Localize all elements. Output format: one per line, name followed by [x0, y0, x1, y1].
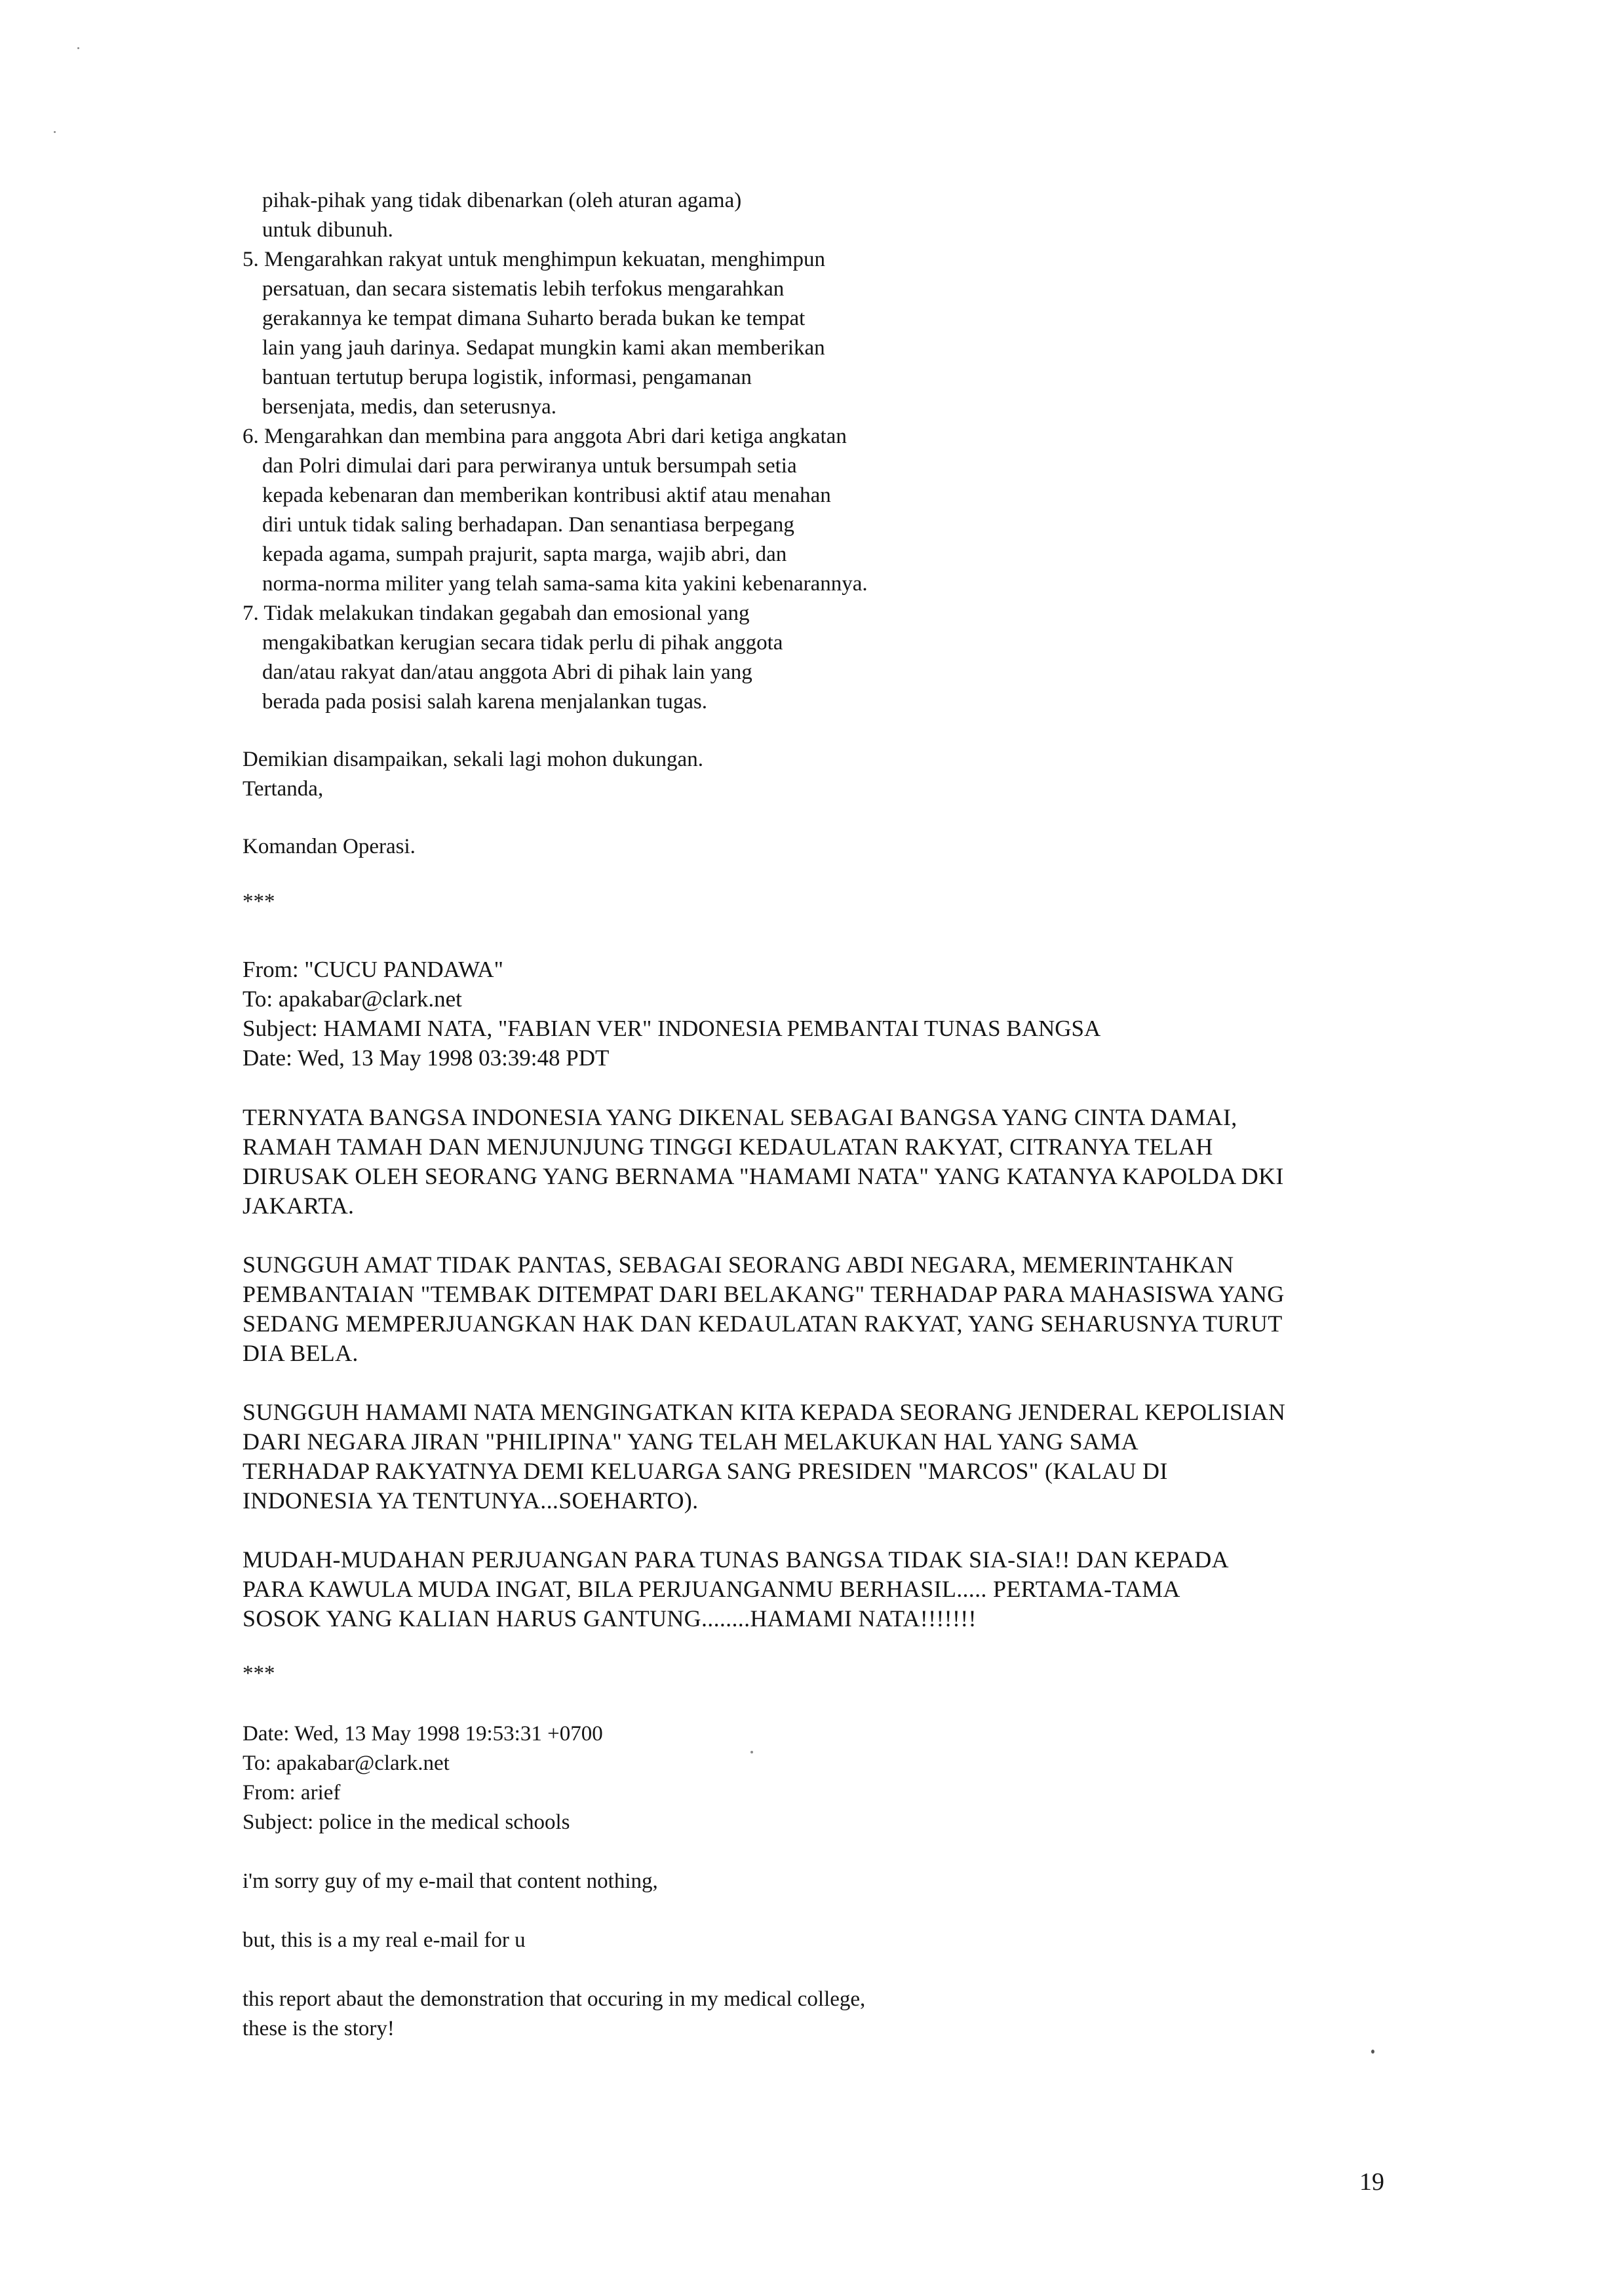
email-from: From: arief [243, 1781, 341, 1805]
body-line: TERHADAP RAKYATNYA DEMI KELUARGA SANG PRESIDEN "MARCOS" (KALAU DI [243, 1458, 1168, 1484]
body-line: DIA BELA. [243, 1340, 359, 1366]
email-to: To: apakabar@clark.net [243, 1751, 450, 1775]
separator: *** [243, 1662, 275, 1685]
body-line: but, this is a my real e-mail for u [243, 1928, 526, 1952]
page-number: 19 [1359, 2168, 1384, 2196]
list-line: gerakannya ke tempat dimana Suharto berada bukan ke tempat [262, 307, 806, 330]
list-line: 5. Mengarahkan rakyat untuk menghimpun kekuatan, menghimpun [243, 248, 825, 271]
list-line: bersenjata, medis, dan seterusnya. [262, 395, 557, 419]
list-line: mengakibatkan kerugian secara tidak perlu di pihak anggota [262, 631, 783, 655]
list-line: persatuan, dan secara sistematis lebih terfokus mengarahkan [262, 277, 785, 301]
body-line: TERNYATA BANGSA INDONESIA YANG DIKENAL SEBAGAI BANGSA YANG CINTA DAMAI, [243, 1104, 1237, 1130]
scan-speck [1371, 2050, 1374, 2054]
body-line: MUDAH-MUDAHAN PERJUANGAN PARA TUNAS BANGSA TIDAK SIA-SIA!! DAN KEPADA [243, 1546, 1229, 1573]
body-line: SEDANG MEMPERJUANGKAN HAK DAN KEDAULATAN RAKYAT, YANG SEHARUSNYA TURUT [243, 1311, 1283, 1337]
list-line: bantuan tertutup berupa logistik, informasi, pengamanan [262, 366, 752, 389]
email-date: Date: Wed, 13 May 1998 03:39:48 PDT [243, 1045, 610, 1071]
body-line: DIRUSAK OLEH SEORANG YANG BERNAMA "HAMAMI NATA" YANG KATANYA KAPOLDA DKI [243, 1163, 1284, 1189]
body-line: JAKARTA. [243, 1193, 355, 1219]
body-line: RAMAH TAMAH DAN MENJUNJUNG TINGGI KEDAULATAN RAKYAT, CITRANYA TELAH [243, 1134, 1213, 1160]
list-line: diri untuk tidak saling berhadapan. Dan senantiasa berpegang [262, 513, 794, 537]
email-to: To: apakabar@clark.net [243, 986, 462, 1012]
email-subject: Subject: HAMAMI NATA, "FABIAN VER" INDONESIA PEMBANTAI TUNAS BANGSA [243, 1016, 1101, 1041]
body-line: INDONESIA YA TENTUNYA...SOEHARTO). [243, 1487, 699, 1514]
email-date: Date: Wed, 13 May 1998 19:53:31 +0700 [243, 1722, 603, 1746]
list-line: kepada agama, sumpah prajurit, sapta marga, wajib abri, dan [262, 543, 787, 566]
email-subject: Subject: police in the medical schools [243, 1810, 570, 1834]
list-line: 7. Tidak melakukan tindakan gegabah dan emosional yang [243, 602, 750, 625]
body-line: this report abaut the demonstration that occuring in my medical college, [243, 1987, 866, 2011]
list-line: untuk dibunuh. [262, 218, 393, 242]
closing-line: Tertanda, [243, 777, 324, 801]
scan-speck [750, 1751, 753, 1753]
scan-speck [54, 131, 56, 133]
closing-line: Demikian disampaikan, sekali lagi mohon dukungan. [243, 748, 703, 771]
body-line: PARA KAWULA MUDA INGAT, BILA PERJUANGANMU BERHASIL..... PERTAMA-TAMA [243, 1576, 1180, 1602]
body-line: SUNGGUH AMAT TIDAK PANTAS, SEBAGAI SEORANG ABDI NEGARA, MEMERINTAHKAN [243, 1252, 1234, 1278]
body-line: i'm sorry guy of my e-mail that content nothing, [243, 1869, 658, 1893]
list-line: dan Polri dimulai dari para perwiranya untuk bersumpah setia [262, 454, 797, 478]
list-line: lain yang jauh darinya. Sedapat mungkin kami akan memberikan [262, 336, 825, 360]
body-line: PEMBANTAIAN "TEMBAK DITEMPAT DARI BELAKANG" TERHADAP PARA MAHASISWA YANG [243, 1281, 1285, 1307]
list-line: dan/atau rakyat dan/atau anggota Abri di pihak lain yang [262, 660, 752, 684]
body-line: DARI NEGARA JIRAN "PHILIPINA" YANG TELAH MELAKUKAN HAL YANG SAMA [243, 1428, 1138, 1455]
separator: *** [243, 890, 275, 913]
body-line: SUNGGUH HAMAMI NATA MENGINGATKAN KITA KEPADA SEORANG JENDERAL KEPOLISIAN [243, 1399, 1286, 1425]
list-line: pihak-pihak yang tidak dibenarkan (oleh aturan agama) [262, 189, 742, 212]
list-line: kepada kebenaran dan memberikan kontribusi aktif atau menahan [262, 484, 831, 507]
email-from: From: "CUCU PANDAWA" [243, 957, 503, 982]
body-line: these is the story! [243, 2017, 395, 2040]
list-line: 6. Mengarahkan dan membina para anggota Abri dari ketiga angkatan [243, 425, 847, 448]
signature: Komandan Operasi. [243, 835, 416, 858]
scan-speck [77, 47, 79, 49]
list-line: norma-norma militer yang telah sama-sama kita yakini kebenarannya. [262, 572, 868, 596]
list-line: berada pada posisi salah karena menjalankan tugas. [262, 690, 707, 714]
body-line: SOSOK YANG KALIAN HARUS GANTUNG........HAMAMI NATA!!!!!!! [243, 1605, 977, 1632]
